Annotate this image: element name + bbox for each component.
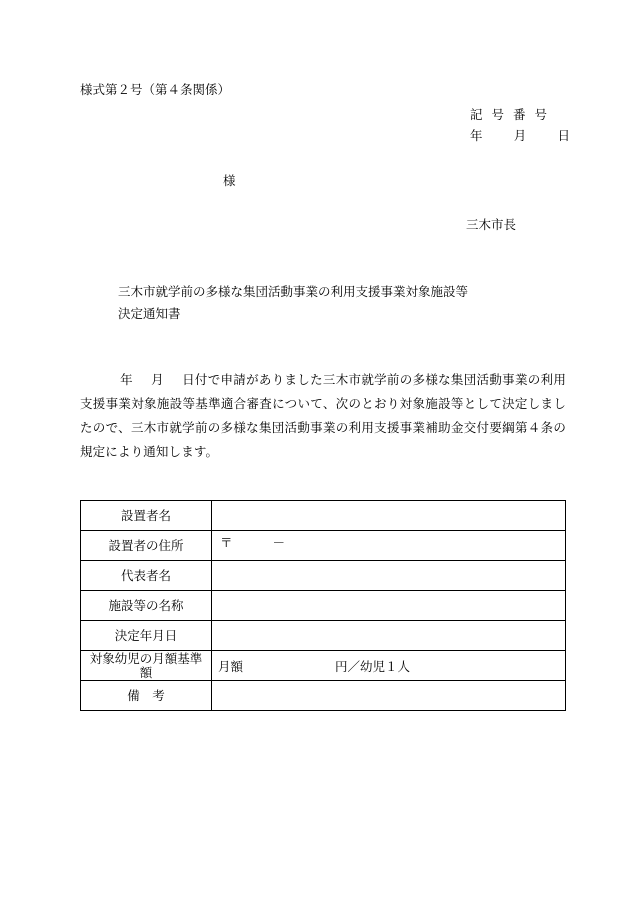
row-value[interactable]	[212, 621, 566, 651]
body-month: 月	[150, 372, 164, 387]
form-number: 様式第２号（第４条関係）	[80, 82, 231, 97]
issuer: 三木市長	[466, 217, 517, 232]
row-value[interactable]	[212, 501, 566, 531]
date-day: 日	[557, 128, 570, 143]
row-label: 代表者名	[81, 561, 212, 591]
row-label: 設置者の住所	[81, 531, 212, 561]
table-row	[81, 531, 566, 561]
address-value[interactable]	[212, 531, 566, 561]
row-label: 対象幼児の月額基準額	[81, 651, 212, 681]
row-value[interactable]	[212, 591, 566, 621]
amount-unit: 円／幼児１人	[335, 658, 411, 674]
row-label: 設置者名	[81, 501, 212, 531]
amount-value[interactable]	[212, 651, 566, 681]
row-label: 施設等の名称	[81, 591, 212, 621]
table-row	[81, 681, 566, 711]
body-paragraph	[80, 368, 566, 464]
title-line-1: 三木市就学前の多様な集団活動事業の利用支援事業対象施設等	[118, 284, 469, 299]
postal-mark: 〒	[220, 535, 233, 550]
info-table	[80, 500, 566, 711]
table-row	[81, 651, 566, 681]
row-label: 決定年月日	[81, 621, 212, 651]
row-label: 備 考	[81, 681, 212, 711]
table-row	[81, 621, 566, 651]
amount-prefix: 月額	[218, 658, 244, 674]
addressee: 様	[223, 173, 236, 188]
row-value[interactable]	[212, 561, 566, 591]
document-number: 記号番号	[470, 107, 557, 122]
table-row	[81, 561, 566, 591]
table-row	[81, 501, 566, 531]
body-year: 年	[120, 372, 133, 387]
table-row	[81, 591, 566, 621]
document-title	[118, 281, 468, 325]
date-year: 年	[470, 128, 483, 143]
body-text: 日付で申請がありました三木市就学前の多様な集団活動事業の利用支援事業対象施設等基準適合審査について、次のとおり対象施設等として決定しましたので、三木市就学前の多様な集団活動事業の利用支援事業補助金交付要綱第４条の規定により通知します。	[80, 372, 567, 459]
issue-date	[470, 126, 570, 144]
date-month: 月	[513, 128, 527, 143]
title-line-2: 決定通知書	[118, 306, 181, 321]
postal-dash: －	[272, 535, 286, 550]
row-value[interactable]	[212, 681, 566, 711]
